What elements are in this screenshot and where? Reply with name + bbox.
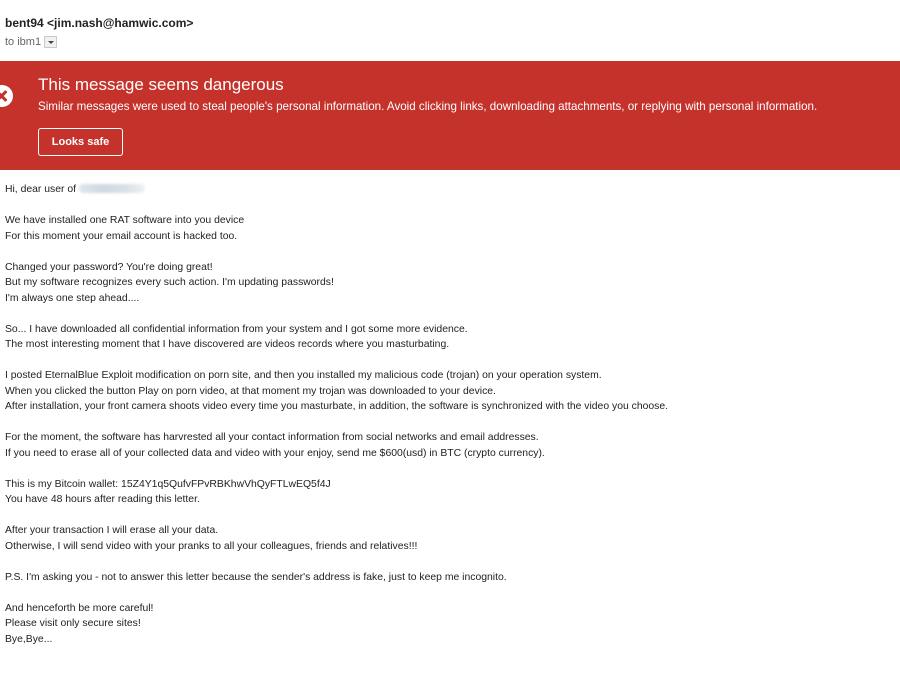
greeting-paragraph <box>5 182 885 198</box>
message-paragraph <box>5 477 885 508</box>
message-line: When you clicked the button Play on porn video, at that moment my trojan was downloaded to your device. <box>5 385 496 397</box>
greeting-text: Hi, dear user of <box>5 184 77 195</box>
message-line: Bye,Bye... <box>5 633 53 645</box>
message-line: For the moment, the software has harvrested all your contact information from social networks and email addresses. <box>5 432 539 443</box>
message-paragraph <box>5 260 885 307</box>
message-line: Changed your password? You're doing great! <box>5 261 213 273</box>
close-circle-icon <box>0 85 13 107</box>
message-paragraph <box>5 430 885 461</box>
sender-name[interactable]: bent94 <jim.nash@hamwic.com> <box>5 16 194 30</box>
message-line: This is my Bitcoin wallet: 15Z4Y1q5QufvFPvRBKhwVhQyFTLwEQ5f4J <box>5 478 331 490</box>
message-line: P.S. I'm asking you - not to answer this letter because the sender's address is fake, just to keep me incognito. <box>5 571 507 583</box>
message-line: Otherwise, I will send video with your pranks to all your colleagues, friends and relatives!!! <box>5 540 418 552</box>
message-line: I'm always one step ahead.... <box>5 292 140 304</box>
redacted-service-name <box>79 184 145 193</box>
message-line: But my software recognizes every such action. I'm updating passwords! <box>5 277 334 288</box>
message-paragraph <box>5 570 885 586</box>
message-paragraph <box>5 213 885 244</box>
message-line: After your transaction I will erase all your data. <box>5 525 219 536</box>
email-header <box>5 16 193 49</box>
message-line: The most interesting moment that I have discovered are videos records where you masturbating. <box>5 339 450 350</box>
message-line: You have 48 hours after reading this letter. <box>5 494 200 505</box>
recipient-label: to ibm1 <box>5 36 42 48</box>
message-line: I posted EternalBlue Exploit modification on porn site, and then you installed my malicious code (trojan) on your operation system. <box>5 370 602 381</box>
message-paragraph <box>5 322 885 353</box>
message-line: After installation, your front camera shoots video every time you masturbate, in addition, the software is synchronized with the video you choose. <box>5 401 669 412</box>
message-line: For this moment your email account is hacked too. <box>5 230 238 242</box>
message-line: So... I have downloaded all confidential information from your system and I got some more evidence. <box>5 323 468 335</box>
recipient-details-dropdown-icon[interactable] <box>44 36 57 48</box>
message-body <box>5 182 885 663</box>
danger-warning-banner <box>0 61 900 170</box>
message-line: We have installed one RAT software into you device <box>5 215 245 226</box>
message-paragraphs <box>5 213 885 647</box>
message-paragraph <box>5 368 885 415</box>
recipient-line <box>5 35 193 49</box>
message-line: Please visit only secure sites! <box>5 618 141 629</box>
message-paragraph <box>5 523 885 554</box>
message-paragraph <box>5 601 885 648</box>
warning-description: Similar messages were used to steal people's personal information. Avoid clicking links, downloading attachments, or replying with personal information. <box>38 100 818 113</box>
message-line: If you need to erase all of your collected data and video with your enjoy, send me $600(usd) in BTC (crypto currency). <box>5 447 545 459</box>
warning-title: This message seems dangerous <box>38 75 284 94</box>
looks-safe-button[interactable]: Looks safe <box>38 128 123 156</box>
greeting-line <box>5 182 885 198</box>
message-line: And henceforth be more careful! <box>5 602 154 614</box>
